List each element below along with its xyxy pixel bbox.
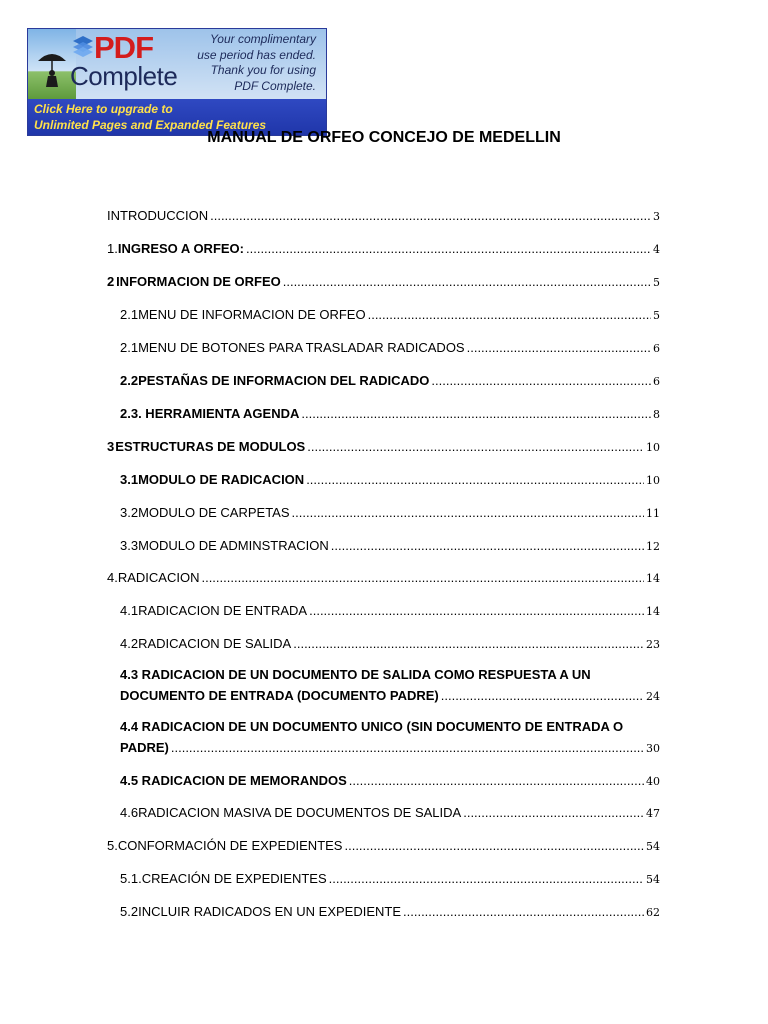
dot-leader [171,740,644,756]
dot-leader [292,505,644,521]
toc-entry[interactable] [120,538,660,555]
toc-entry-number: 5.2 [120,904,139,919]
toc-entry-number: 4. [107,570,118,585]
toc-entry[interactable] [107,274,660,291]
dot-leader [283,274,651,290]
toc-page-number: 11 [646,507,660,520]
toc-entry[interactable] [120,373,660,390]
toc-entry[interactable] [120,904,660,921]
toc-entry-number: 2.1 [120,340,139,355]
toc-page-number: 14 [646,605,660,618]
dot-leader [329,871,644,887]
toc-page-number: 23 [646,638,660,651]
dot-leader [441,688,644,704]
toc-entry-number: 5. [107,838,118,853]
toc-entry-text: RADICACION MASIVA DE DOCUMENTOS DE SALIDA [138,805,462,820]
brand-complete: Complete [70,61,178,91]
toc-entry-text: RADICACION DE ENTRADA [138,603,308,618]
toc-entry-text: RADICACION DE SALIDA [138,636,292,651]
dot-leader [293,636,644,652]
dot-leader [403,904,644,920]
toc-page-number: 40 [646,775,660,788]
toc-page-number: 3 [653,210,660,223]
toc-page-number: 8 [653,408,660,421]
toc-entry-text: PESTAÑAS DE INFORMACION DEL RADICADO [138,373,430,388]
toc-page-number: 24 [646,690,660,703]
toc-entry-number: 2 [107,274,115,289]
toc-entry[interactable] [120,805,660,822]
toc-entry-text: MODULO DE ADMINSTRACION [138,538,329,553]
dot-leader [301,406,651,422]
dot-leader [349,773,644,789]
toc-page-number: 54 [646,840,660,853]
toc-entry-number: 2.1 [120,307,139,322]
toc-page-number: 6 [653,375,660,388]
toc-entry-text: MODULO DE RADICACION [138,472,305,487]
toc-page-number: 6 [653,342,660,355]
toc-entry[interactable] [120,773,660,790]
dot-leader [201,570,644,586]
toc-entry-number: 2.2 [120,373,139,388]
toc-entry[interactable] [107,570,660,587]
toc-entry-text: INCLUIR RADICADOS EN UN EXPEDIENTE [138,904,402,919]
dot-leader [306,472,644,488]
dot-leader [463,805,644,821]
toc-entry-text: MENU DE BOTONES PARA TRASLADAR RADICADOS [138,340,465,355]
dot-leader [331,538,644,554]
toc-entry-number: 5.1. [120,871,142,886]
toc-page-number: 10 [646,474,660,487]
dot-leader [467,340,651,356]
toc-entry[interactable] [107,241,660,258]
toc-entry[interactable] [107,208,660,225]
toc-entry[interactable] [120,340,660,357]
toc-entry[interactable] [107,439,660,456]
toc-entry-text: 4.5 RADICACION DE MEMORANDOS [120,773,347,788]
toc-entry-text: ESTRUCTURAS DE MODULOS [115,439,306,454]
toc-entry-text: CREACIÓN DE EXPEDIENTES [141,871,327,886]
dot-leader [307,439,644,455]
toc-entry-number: 3.2 [120,505,139,520]
document-title: MANUAL DE ORFEO CONCEJO DE MEDELLIN [207,129,561,146]
toc-entry[interactable] [120,636,660,653]
toc-page-number: 14 [646,572,660,585]
dot-leader [309,603,644,619]
toc-page-number: 30 [646,742,660,755]
toc-entry[interactable] [120,603,660,620]
banner-message: Your complimentary use period has ended. Thank you for using PDF Complete. [197,32,316,93]
toc-entry[interactable] [120,740,660,757]
toc-entry[interactable] [120,688,660,705]
toc-entry-text: MENU DE INFORMACION DE ORFEO [138,307,366,322]
toc-page-number: 4 [653,243,660,256]
toc-entry[interactable] [120,505,660,522]
toc-entry-number: 4.6 [120,805,139,820]
toc-entry-text: MODULO DE CARPETAS [138,505,290,520]
toc-entry-text: DOCUMENTO DE ENTRADA (DOCUMENTO PADRE) [120,688,439,703]
toc-page-number: 47 [646,807,660,820]
toc-entry-number: 1. [107,241,118,256]
toc-entry[interactable] [120,472,660,489]
dot-leader [431,373,651,389]
toc-entry-text: PADRE) [120,740,169,755]
toc-entry-number: 3.3 [120,538,139,553]
toc-entry-number: 4.1 [120,603,139,618]
toc-entry-text: INTRODUCCION [107,208,209,223]
toc-page-number: 10 [646,441,660,454]
toc-entry-text: INFORMACION DE ORFEO [116,274,281,289]
toc-entry-number: 3 [107,439,115,454]
toc-entry-text: INGRESO A ORFEO: [117,241,244,256]
toc-entry-number: 4.2 [120,636,139,651]
upgrade-link[interactable]: Click Here to upgrade to Unlimited Pages and Expanded Features [34,102,267,132]
toc-entry-text: CONFORMACIÓN DE EXPEDIENTES [117,838,343,853]
toc-entry-text-line1: 4.3 RADICACION DE UN DOCUMENTO DE SALIDA COMO RESPUESTA A UN [120,667,591,682]
dot-leader [210,208,651,224]
toc-entry-text: . HERRAMIENTA AGENDA [138,406,300,421]
toc-entry-number: 3.1 [120,472,139,487]
toc-page-number: 12 [646,540,660,553]
toc-page-number: 62 [646,906,660,919]
toc-entry-text: RADICACION [117,570,200,585]
toc-page-number: 5 [653,309,660,322]
toc-entry[interactable] [120,307,660,324]
toc-entry-text-line1: 4.4 RADICACION DE UN DOCUMENTO UNICO (SIN DOCUMENTO DE ENTRADA O [120,719,624,734]
toc-entry[interactable] [120,406,660,423]
toc-page-number: 54 [646,873,660,886]
toc-entry[interactable] [107,838,660,855]
toc-page-number: 5 [653,276,660,289]
dot-leader [246,241,651,257]
dot-leader [344,838,644,854]
brand-pdf: PDF [94,30,153,65]
dot-leader [368,307,651,323]
toc-entry-number: 2.3 [120,406,139,421]
toc-entry[interactable] [120,871,660,888]
